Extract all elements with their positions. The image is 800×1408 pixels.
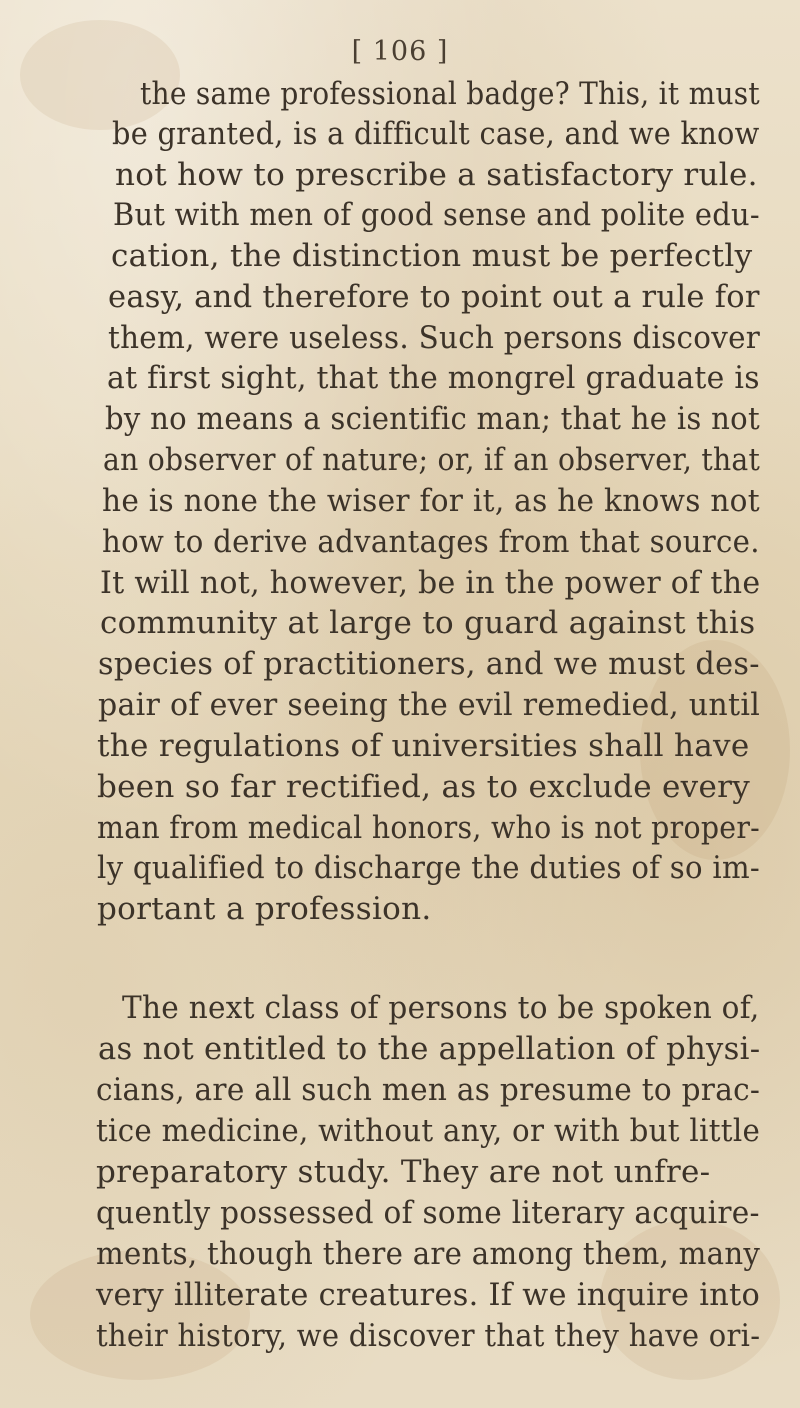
text-line: It will not, however, be in the power of the: [100, 565, 761, 601]
text-line: ments, though there are among them, many: [96, 1236, 761, 1272]
text-line: community at large to guard against this: [100, 605, 756, 641]
text-line: been so far rectified, as to exclude every: [97, 769, 751, 805]
text-line: ly qualified to discharge the duties of so im-: [97, 850, 761, 886]
text-line: The next class of persons to be spoken of,: [122, 990, 760, 1026]
text-line: tice medicine, without any, or with but little: [96, 1113, 761, 1149]
text-line: cians, are all such men as presume to prac-: [96, 1072, 761, 1108]
text-line: the regulations of universities shall have: [97, 728, 750, 764]
text-line: species of practitioners, and we must des-: [98, 646, 760, 682]
text-line: very illiterate creatures. If we inquire into: [96, 1277, 761, 1313]
text-line: be granted, is a difficult case, and we know: [112, 116, 760, 152]
text-line: portant a profession.: [97, 891, 432, 927]
text-line: But with men of good sense and polite edu-: [113, 197, 760, 233]
text-line: he is none the wiser for it, as he knows not: [102, 483, 760, 519]
text-line: easy, and therefore to point out a rule for: [108, 279, 760, 315]
text-line: them, were useless. Such persons discover: [108, 320, 761, 356]
text-line: how to derive advantages from that source.: [102, 524, 760, 560]
text-line: by no means a scientific man; that he is not: [105, 401, 760, 437]
text-line: pair of ever seeing the evil remedied, until: [98, 687, 761, 723]
text-line: quently possessed of some literary acquire-: [96, 1195, 760, 1231]
page-number: [ 106 ]: [351, 36, 449, 67]
text-line: cation, the distinction must be perfectly: [111, 238, 753, 274]
text-line: the same professional badge? This, it must: [140, 76, 760, 112]
text-line: man from medical honors, who is not proper-: [97, 810, 761, 846]
text-line: their history, we discover that they have ori-: [96, 1318, 761, 1354]
text-line: an observer of nature; or, if an observer, that: [103, 442, 761, 478]
text-line: preparatory study. They are not unfre-: [96, 1154, 711, 1190]
text-line: not how to prescribe a satisfactory rule.: [115, 157, 758, 193]
text-line: as not entitled to the appellation of physi-: [98, 1031, 761, 1067]
text-line: at first sight, that the mongrel graduate is: [107, 360, 760, 396]
